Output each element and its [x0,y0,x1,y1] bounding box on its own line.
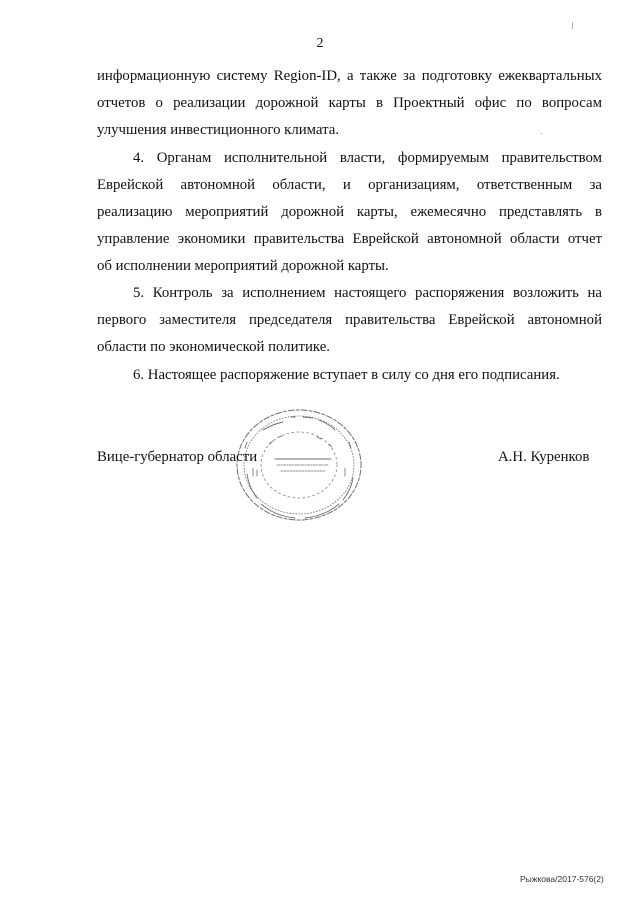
text-line: управление экономики правительства Еврейской автономной области отчет [97,231,602,247]
text-line: области по экономической политике. [97,339,330,355]
text-line: отчетов о реализации дорожной карты в Проектный офис по вопросам [97,95,602,111]
page-number: 2 [316,36,324,51]
text-line: 5. Контроль за исполнением настоящего распоряжения возложить на [133,285,602,301]
text-line: об исполнении мероприятий дорожной карты. [97,258,389,274]
text-line: улучшения инвестиционного климата. [97,122,340,138]
text-line: реализацию мероприятий дорожной карты, ежемесячно представлять в [97,204,602,220]
scan-speck [541,133,542,134]
document-code: Рыжкова/2017-576(2) [520,874,604,884]
text-line: первого заместителя председателя правительства Еврейской автономной [97,312,602,328]
text-line: информационную систему Region-ID, а также за подготовку ежеквартальных [97,68,602,84]
signature-name: А.Н. Куренков [498,449,590,465]
signature-position: Вице-губернатор области [97,449,258,465]
text-line: 4. Органам исполнительной власти, формируемым правительством [133,150,602,166]
text-line: Еврейской автономной области, и организациям, ответственным за [97,177,602,193]
text-line: 6. Настоящее распоряжение вступает в силу со дня его подписания. [133,367,560,383]
scan-mark [572,22,573,29]
